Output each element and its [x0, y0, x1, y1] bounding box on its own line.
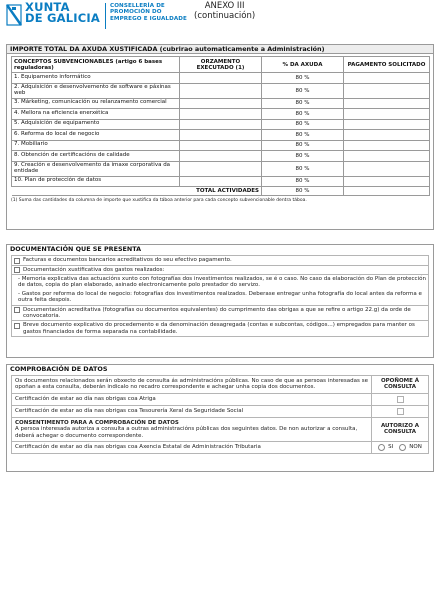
conselleria-line-1: CONSELLERÍA DE	[109, 3, 165, 9]
explicativo-checkbox[interactable]	[14, 323, 20, 329]
pagamento-cell	[344, 98, 430, 109]
importe-header-row	[12, 57, 430, 73]
cert-aeat-label: Certificación de estar ao día nas obrigas coa Axencia Estatal de Administración Tributaria	[12, 442, 372, 453]
importe-table	[11, 56, 430, 196]
facturas-label: Facturas e documentos bancarios acreditativos do seu efectivo pagamento.	[23, 257, 232, 263]
pct-cell: 80 %	[262, 109, 344, 120]
list-item	[11, 265, 429, 276]
authorize-yes-radio[interactable]	[378, 444, 385, 451]
pagamento-cell	[344, 176, 430, 187]
comprobacion-section	[6, 364, 434, 472]
authorize-no-radio[interactable]	[399, 444, 406, 451]
concept-cell: 1. Equipamento informático	[12, 73, 180, 84]
list-item	[11, 320, 429, 337]
xustificativa-label: Documentación xustificativa dos gastos realizados:	[23, 266, 165, 273]
pagamento-cell	[344, 140, 430, 151]
conselleria-line-3: EMPREGO E IGUALDADE	[109, 15, 187, 22]
concept-cell: 9. Creación e desenvolvemento da imaxe corporativa da entidade	[12, 161, 180, 176]
orzamento-cell[interactable]	[180, 151, 262, 162]
table-row	[11, 393, 429, 406]
oppose-atriga-checkbox[interactable]	[397, 396, 404, 403]
memoria-subitem: - Memoria explicativa das actuacións xunto con fotografías dos investimentos realizados, se é o caso. No caso da elaboración do Plan de protección de datos, copia do plan elaborado, asinado electronicamente polo prestador do servizo.	[11, 275, 429, 290]
concept-cell: 2. Adquisición e desenvolvemento de software e páxinas web	[12, 83, 180, 98]
header-pct: % DA AXUDA	[262, 57, 344, 73]
table-row	[11, 405, 429, 418]
table-row	[12, 109, 430, 120]
table-row	[12, 119, 430, 130]
orzamento-cell[interactable]	[180, 140, 262, 151]
comprobacion-section-title: COMPROBACIÓN DE DATOS	[10, 365, 108, 373]
pct-cell: 80 %	[262, 83, 344, 98]
concept-cell: 10. Plan de protección de datos	[12, 176, 180, 187]
comprobacion-intro: Os documentos relacionados serán obxecto de consulta ás administracións públicas. No caso de que as persoas interesadas se opoñan a esta consulta, deberán indicalo no recadro correspondente e achegar unha copia dos documentos.	[12, 376, 372, 393]
acreditativa-label: Documentación acreditativa (fotografías ou documentos equivalentes) do cumprimento das obrigas a que se refire o artigo 22.g) da orde de convocatoria.	[23, 306, 411, 320]
oppose-header: OPOÑOME Á CONSULTA	[380, 378, 420, 391]
concept-cell: 6. Reforma do local de negocio	[12, 130, 180, 141]
header-pagamento: PAGAMENTO SOLICITADO	[344, 57, 430, 73]
table-row	[12, 140, 430, 151]
importe-section	[6, 44, 434, 230]
pagamento-cell	[344, 109, 430, 120]
table-row	[12, 73, 430, 84]
importe-footnote: (1) Suma das cantidades da columna de importe que xustifica da táboa anterior para cada concepto subvencionable dentra táboa.	[11, 198, 307, 203]
list-item	[11, 305, 429, 322]
orzamento-cell[interactable]	[180, 83, 262, 98]
pct-cell: 80 %	[262, 161, 344, 176]
importe-section-title: IMPORTE TOTAL DA AXUDA XUSTIFICADA (cubrirao automaticamente a Administración)	[7, 45, 433, 54]
table-row	[12, 83, 430, 98]
cert-ss-label: Certificación de estar ao día nas obrigas coa Tesourería Xeral da Seguridade Social	[12, 406, 372, 417]
total-label: TOTAL ACTIVIDADES	[12, 187, 262, 196]
xunta-logo	[6, 2, 187, 29]
conselleria-line-2: PROMOCIÓN DO	[109, 9, 162, 16]
logo-line-1: XUNTA	[25, 0, 70, 14]
table-row	[12, 151, 430, 162]
table-row	[12, 161, 430, 176]
table-row	[12, 130, 430, 141]
anexo-heading	[194, 2, 255, 21]
oppose-ss-checkbox[interactable]	[397, 408, 404, 415]
concept-cell: 7. Mobiliario	[12, 140, 180, 151]
concept-cell: 3. Márketing, comunicación ou relanzamento comercial	[12, 98, 180, 109]
pagamento-cell	[344, 119, 430, 130]
xustificativa-checkbox[interactable]	[14, 267, 20, 273]
consent-row	[11, 417, 429, 442]
authorize-yes-label: SI	[388, 444, 394, 451]
pct-cell: 80 %	[262, 151, 344, 162]
logo-wordmark	[25, 2, 100, 24]
total-pagamento-cell	[344, 187, 430, 196]
orzamento-cell[interactable]	[180, 176, 262, 187]
concept-cell: 8. Obtención de certificacións de calidade	[12, 151, 180, 162]
page-header	[6, 2, 434, 40]
total-pct-cell: 80 %	[262, 187, 344, 196]
pct-cell: 80 %	[262, 98, 344, 109]
pagamento-cell	[344, 161, 430, 176]
facturas-checkbox[interactable]	[14, 258, 20, 264]
orzamento-cell[interactable]	[180, 161, 262, 176]
consent-text: A persoa interesada autoriza a consulta a outras administracións públicas dos seguintes datos. De non autorizar a consulta, deberá achegar o documento correspondente.	[15, 426, 358, 439]
table-row	[11, 441, 429, 454]
comprobacion-intro-row	[11, 375, 429, 394]
orzamento-cell[interactable]	[180, 73, 262, 84]
orzamento-cell[interactable]	[180, 98, 262, 109]
total-row	[12, 187, 430, 196]
pct-cell: 80 %	[262, 140, 344, 151]
orzamento-cell[interactable]	[180, 130, 262, 141]
authorize-no-label: NON	[409, 444, 422, 451]
orzamento-cell[interactable]	[180, 109, 262, 120]
anexo-subtitle: (continuación)	[194, 10, 256, 21]
concept-cell: 4. Mellora na eficiencia enerxética	[12, 109, 180, 120]
documentacion-section	[6, 244, 434, 358]
pct-cell: 80 %	[262, 119, 344, 130]
orzamento-cell[interactable]	[180, 119, 262, 130]
header-concepts: CONCEPTOS SUBVENCIONABLES (artigo 6 bases reguladoras)	[12, 57, 180, 73]
table-row	[12, 98, 430, 109]
pct-cell: 80 %	[262, 130, 344, 141]
pagamento-cell	[344, 83, 430, 98]
pagamento-cell	[344, 151, 430, 162]
concept-cell: 5. Adquisición de equipamento	[12, 119, 180, 130]
acreditativa-checkbox[interactable]	[14, 307, 20, 313]
xunta-emblem-icon	[6, 4, 22, 26]
documentacion-section-title: DOCUMENTACIÓN QUE SE PRESENTA	[10, 245, 142, 253]
documentacion-list	[11, 255, 429, 337]
authorize-header: AUTORIZO A CONSULTA	[380, 423, 420, 436]
cert-atriga-label: Certificación de estar ao día nas obrigas coa Atriga	[12, 394, 372, 405]
pagamento-cell	[344, 130, 430, 141]
explicativo-label: Breve documento explicativo do procedemento e da denominación desagregada (contas e subcontas, códigos...) empregados para manter os gastos financiados de forma separada na contabilidade.	[23, 322, 415, 335]
logo-line-2: DE GALICIA	[25, 11, 100, 25]
pct-cell: 80 %	[262, 176, 344, 187]
consent-title: CONSENTIMENTO PARA A COMPROBACIÓN DE DATOS	[15, 419, 179, 426]
anexo-title: ANEXO III	[204, 1, 245, 11]
header-orzamento: ORZAMENTO EXECUTADO (1)	[180, 57, 262, 73]
logo-divider	[105, 3, 106, 29]
comprobacion-grid	[11, 375, 429, 454]
conselleria-name	[110, 3, 187, 22]
pagamento-cell	[344, 73, 430, 84]
pct-cell: 80 %	[262, 73, 344, 84]
reforma-subitem: - Gastos por reforma do local de negocio: fotografías dos investimentos realizados. Deberase entregar unha fotografía do local antes da reforma e outra feita despois.	[11, 290, 429, 306]
table-row	[12, 176, 430, 187]
